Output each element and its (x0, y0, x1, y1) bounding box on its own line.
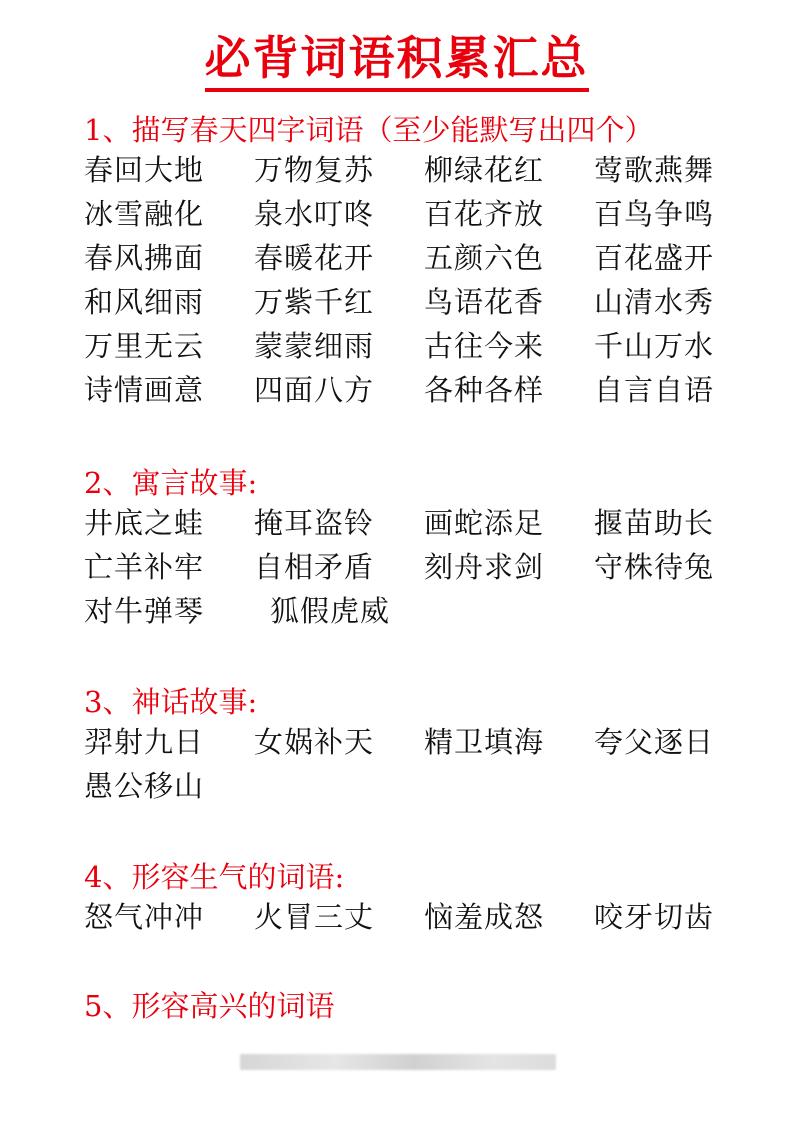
section-heading: 5、形容高兴的词语 (84, 989, 335, 1023)
idiom-word: 古往今来 (424, 329, 545, 363)
idiom-word: 羿射九日 (84, 725, 205, 759)
idiom-word: 守株待兔 (594, 550, 715, 584)
page-title: 必背词语积累汇总 (205, 30, 589, 92)
idiom-word: 刻舟求剑 (424, 550, 545, 584)
idiom-word: 蒙蒙细雨 (254, 329, 375, 363)
section-fables (84, 465, 764, 633)
idiom-word: 百花齐放 (424, 197, 545, 231)
section-spring-idioms (84, 112, 764, 412)
idiom-word: 山清水秀 (594, 285, 715, 319)
section-myths (84, 684, 764, 808)
idiom-word: 泉水叮咚 (254, 197, 375, 231)
idiom-word: 四面八方 (254, 373, 375, 407)
idiom-word: 自相矛盾 (254, 550, 375, 584)
idiom-word: 百鸟争鸣 (594, 197, 715, 231)
word-grid (84, 148, 764, 412)
idiom-word: 五颜六色 (424, 241, 545, 275)
idiom-word: 精卫填海 (424, 725, 545, 759)
idiom-word: 鸟语花香 (424, 285, 545, 319)
idiom-word: 掩耳盗铃 (254, 506, 375, 540)
idiom-word: 诗情画意 (84, 373, 205, 407)
idiom-word: 柳绿花红 (424, 153, 545, 187)
idiom-word: 万紫千红 (254, 285, 375, 319)
idiom-word: 春回大地 (84, 153, 205, 187)
page-title-wrap (0, 30, 793, 92)
idiom-word: 亡羊补牢 (84, 550, 205, 584)
section-angry-words (84, 859, 764, 939)
section-heading: 3、神话故事: (84, 685, 258, 719)
idiom-word: 春暖花开 (254, 241, 375, 275)
section-heading: 2、寓言故事: (84, 466, 258, 500)
idiom-word: 揠苗助长 (594, 506, 715, 540)
idiom-word: 冰雪融化 (84, 197, 205, 231)
section-heading: 1、描写春天四字词语（至少能默写出四个） (84, 113, 654, 147)
idiom-word: 莺歌燕舞 (594, 153, 715, 187)
idiom-word: 愚公移山 (84, 769, 205, 803)
idiom-word: 咬牙切齿 (594, 900, 715, 934)
idiom-word: 万物复苏 (254, 153, 375, 187)
idiom-word: 千山万水 (594, 329, 715, 363)
idiom-word: 怒气冲冲 (84, 900, 205, 934)
word-grid (84, 720, 764, 808)
idiom-word: 夸父逐日 (594, 725, 715, 759)
idiom-word: 井底之蛙 (84, 506, 205, 540)
section-happy-words (84, 988, 764, 1024)
idiom-word: 自言自语 (594, 373, 715, 407)
idiom-word: 火冒三丈 (254, 900, 375, 934)
idiom-word: 女娲补天 (254, 725, 375, 759)
blurred-watermark (240, 1054, 556, 1070)
section-heading: 4、形容生气的词语: (84, 860, 345, 894)
word-grid (84, 501, 764, 633)
idiom-word: 画蛇添足 (424, 506, 545, 540)
idiom-word: 狐假虎威 (270, 594, 391, 628)
idiom-word: 春风拂面 (84, 241, 205, 275)
idiom-word: 对牛弹琴 (84, 594, 205, 628)
word-grid (84, 895, 764, 939)
idiom-word: 和风细雨 (84, 285, 205, 319)
idiom-word: 恼羞成怒 (424, 900, 545, 934)
idiom-word: 万里无云 (84, 329, 205, 363)
idiom-word: 百花盛开 (594, 241, 715, 275)
idiom-word: 各种各样 (424, 373, 545, 407)
